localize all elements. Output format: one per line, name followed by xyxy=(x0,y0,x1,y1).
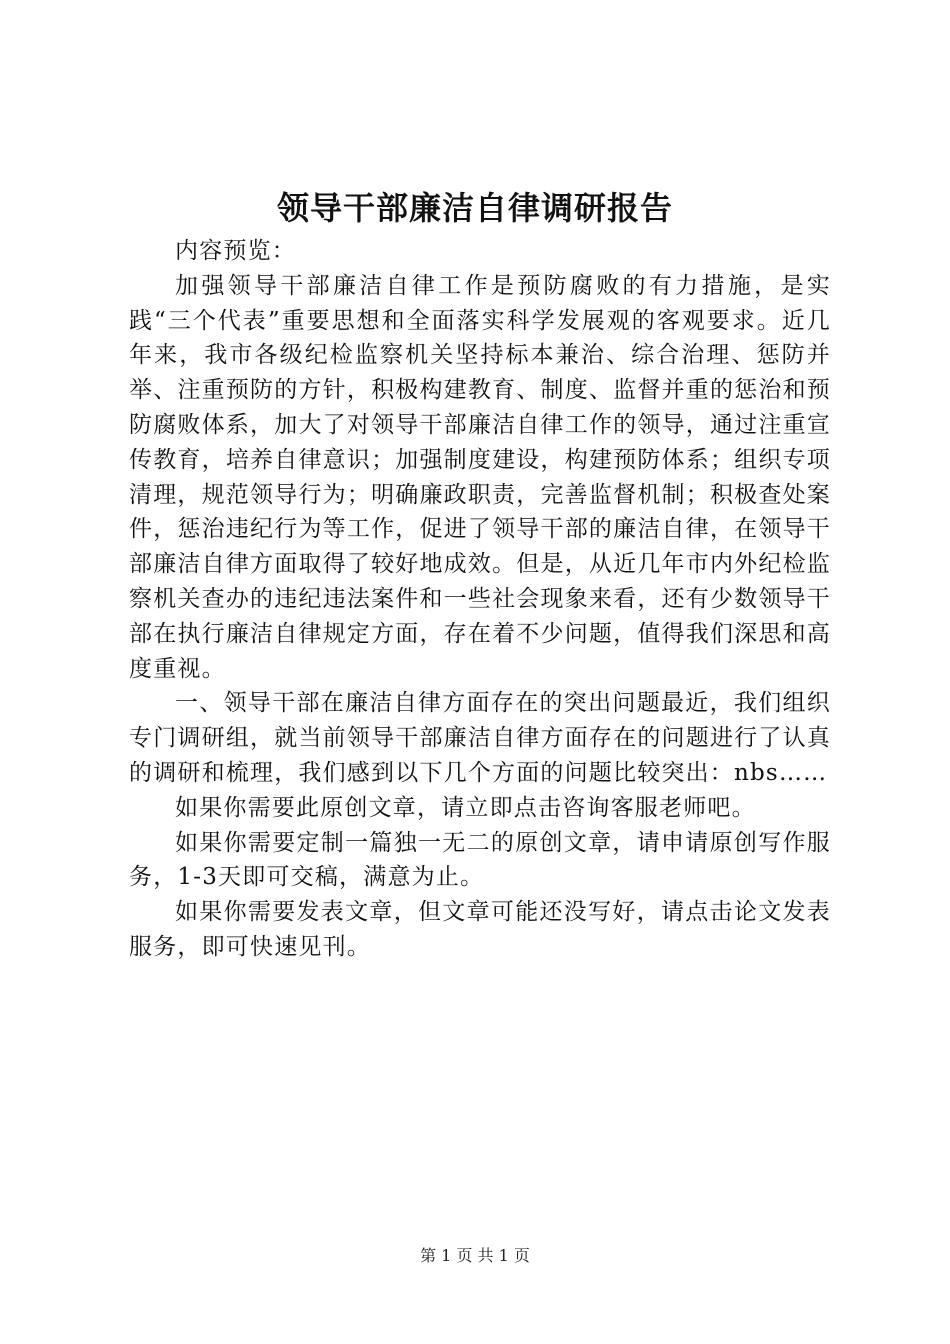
page-number: 第 1 页 xyxy=(420,1246,473,1265)
section-one-paragraph: 一、领导干部在廉洁自律方面存在的突出问题最近，我们组织专门调研组，就当前领导干部廉洁自律方面存在的问题进行了认真的调研和梳理，我们感到以下几个方面的问题比较突出：nbs…… xyxy=(129,690,831,786)
custom-writing-paragraph: 如果你需要定制一篇独一无二的原创文章，请申请原创写作服务，1-3天即可交稿，满意为止。 xyxy=(129,829,831,891)
page-footer xyxy=(0,1244,950,1268)
publication-service-paragraph: 如果你需要发表文章，但文章可能还没写好，请点击论文发表服务，即可快速见刊。 xyxy=(129,899,831,960)
preview-label: 内容预览： xyxy=(175,238,296,264)
document-body xyxy=(129,234,831,965)
intro-paragraph: 加强领导干部廉洁自律工作是预防腐败的有力措施，是实践“三个代表”重要思想和全面落实科学发展观的客观要求。近几年来，我市各级纪检监察机关坚持标本兼治、综合治理、惩防并举、注重预防的方针，积极构建教育、制度、监督并重的惩治和预防腐败体系，加大了对领导干部廉洁自律工作的领导，通过注重宣传教育，培养自律意识；加强制度建设，构建预防体系；组织专项清理，规范领导行为；明确廉政职责，完善监督机制；积极查处案件，惩治违纪行为等工作，促进了领导干部的廉洁自律，在领导干部廉洁自律方面取得了较好地成效。但是，从近几年市内外纪检监察机关查办的违纪违法案件和一些社会现象来看，还有少数领导干部在执行廉洁自律规定方面，存在着不少问题，值得我们深思和高度重视。 xyxy=(129,272,831,682)
document-title: 领导干部廉洁自律调研报告 xyxy=(276,189,673,227)
consult-service-paragraph: 如果你需要此原创文章，请立即点击咨询客服老师吧。 xyxy=(175,794,756,821)
page-total: 共 1 页 xyxy=(477,1246,530,1265)
